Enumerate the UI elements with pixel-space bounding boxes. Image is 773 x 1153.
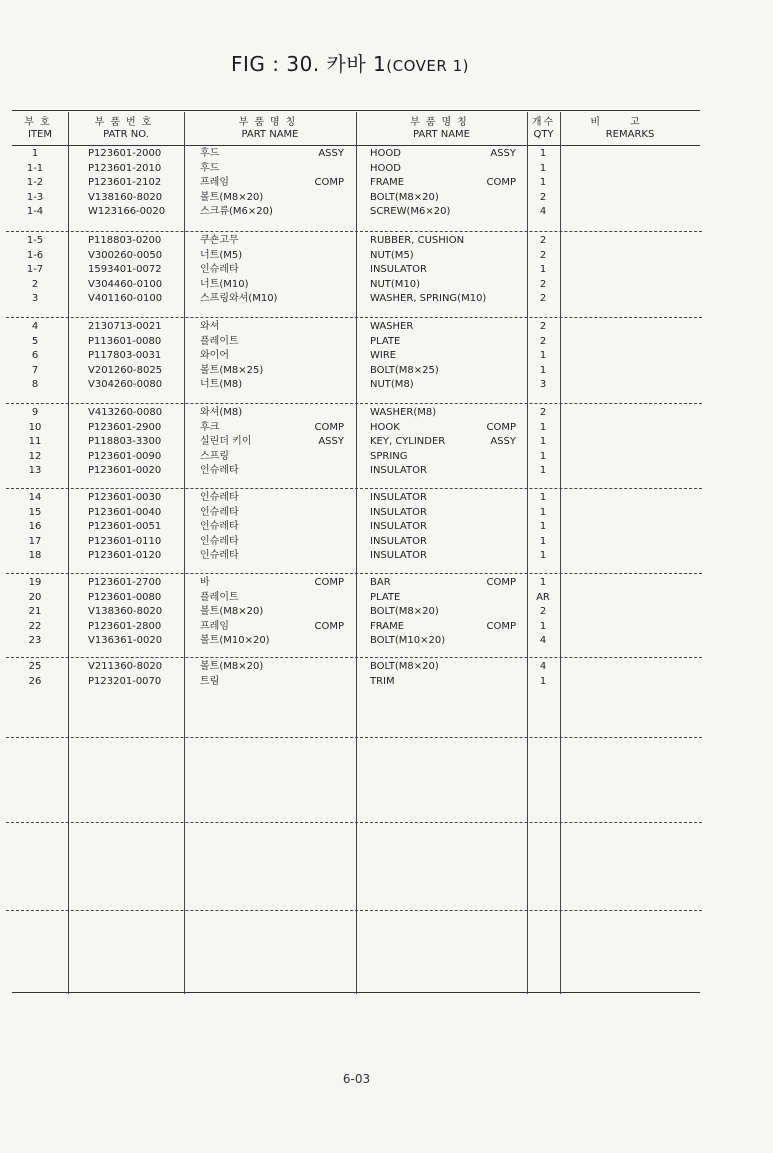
part-number: P123601-2010	[88, 162, 162, 174]
item-number: 17	[28, 535, 42, 547]
item-number: 23	[28, 635, 42, 647]
item-number: 1-1	[26, 162, 44, 174]
part-name-en: WASHER, SPRING(M10)	[370, 293, 487, 305]
quantity: 1	[539, 264, 547, 276]
part-name-kr: 와셔(M8)	[200, 407, 243, 418]
part-name-kr: 스크류(M6×20)	[200, 206, 273, 218]
part-name-kr: 너트(M8)	[200, 379, 243, 391]
part-name-en: INSULATOR	[370, 550, 427, 562]
part-tag-en: ASSY	[490, 436, 516, 448]
part-tag-kr: COMP	[314, 421, 344, 433]
item-number: 25	[28, 661, 42, 672]
part-name-kr: 인슈레타	[200, 506, 239, 518]
header-name-kr	[184, 117, 356, 141]
part-number: V138360-8020	[88, 606, 163, 618]
part-name-kr: 볼트(M10×20)	[200, 635, 270, 647]
header-qty-kr: 개수	[531, 117, 556, 128]
part-name-en: RUBBER, CUSHION	[370, 235, 465, 246]
item-number: 1	[31, 148, 39, 159]
page-number: 6-03	[342, 1072, 371, 1086]
quantity: 1	[539, 620, 547, 632]
item-number: 12	[28, 450, 42, 462]
part-name-kr: 실린더 키이	[200, 436, 252, 448]
part-tag-en: COMP	[486, 577, 516, 588]
item-number: 19	[28, 577, 42, 588]
part-name-kr: 인슈레타	[200, 550, 239, 562]
part-name-kr: 볼트(M8×25)	[200, 364, 264, 376]
quantity: 2	[539, 249, 547, 261]
group-separator	[6, 488, 702, 489]
part-name-kr: 와이어	[200, 350, 229, 362]
part-number: P113601-0080	[88, 335, 162, 347]
item-number: 1-3	[26, 191, 44, 203]
part-name-en: BOLT(M8×20)	[370, 661, 439, 672]
part-name-en: HOOD	[370, 162, 401, 174]
part-number: P123601-0051	[88, 521, 162, 533]
part-name-en: KEY, CYLINDER	[370, 436, 446, 448]
part-number: P123601-2900	[88, 421, 162, 433]
part-tag-en: COMP	[486, 620, 516, 632]
part-name-kr: 후드	[200, 148, 220, 159]
group-separator	[6, 403, 702, 404]
column-divider	[184, 112, 185, 994]
column-divider	[68, 112, 69, 994]
part-name-kr: 스프링	[200, 450, 229, 462]
quantity: 1	[539, 162, 547, 174]
part-name-kr: 인슈레타	[200, 465, 239, 477]
part-number: V138160-8020	[88, 191, 163, 203]
item-number: 22	[28, 620, 42, 632]
part-tag-kr: COMP	[314, 577, 344, 588]
part-number: P123601-2800	[88, 620, 162, 632]
header-name-kr-en: PART NAME	[241, 129, 299, 140]
part-name-kr: 인슈레타	[200, 535, 239, 547]
part-number: 1593401-0072	[88, 264, 162, 276]
item-number: 1-7	[26, 264, 44, 276]
part-number: P118803-0200	[88, 235, 162, 246]
item-number: 13	[28, 465, 42, 477]
quantity: 1	[539, 350, 547, 362]
item-number: 16	[28, 521, 42, 533]
part-number: P123601-0030	[88, 492, 162, 503]
part-name-kr: 플레이트	[200, 591, 239, 603]
part-name-en: PLATE	[370, 335, 401, 347]
part-name-en: HOOD	[370, 148, 401, 159]
header-name-en	[356, 117, 527, 141]
part-number: V413260-0080	[88, 407, 163, 418]
page-title	[0, 48, 700, 77]
part-tag-en: ASSY	[490, 148, 516, 159]
quantity: 1	[539, 535, 547, 547]
part-number: P117803-0031	[88, 350, 162, 362]
group-separator	[6, 822, 702, 823]
part-name-kr: 인슈레타	[200, 521, 239, 533]
group-separator	[6, 317, 702, 318]
quantity: 1	[539, 148, 547, 159]
quantity: 1	[539, 521, 547, 533]
part-number: P123201-0070	[88, 675, 162, 687]
part-number: P123601-2000	[88, 148, 162, 159]
part-name-en: INSULATOR	[370, 264, 427, 276]
part-name-en: FRAME	[370, 177, 405, 189]
column-divider	[356, 112, 357, 994]
part-name-en: SCREW(M6×20)	[370, 206, 451, 218]
part-name-kr: 인슈레타	[200, 264, 239, 276]
part-number: P123601-0090	[88, 450, 162, 462]
part-number: P123601-0110	[88, 535, 162, 547]
item-number: 8	[31, 379, 39, 391]
part-name-en: INSULATOR	[370, 492, 427, 503]
part-name-en: INSULATOR	[370, 535, 427, 547]
header-name-en-en: PART NAME	[412, 129, 470, 140]
part-name-en: SPRING	[370, 450, 408, 462]
quantity: 2	[539, 321, 547, 332]
part-tag-kr: COMP	[314, 620, 344, 632]
column-divider	[527, 112, 528, 994]
part-name-kr: 플레이트	[200, 335, 239, 347]
part-name-en: BOLT(M8×20)	[370, 606, 439, 618]
group-separator	[6, 737, 702, 738]
part-name-kr: 바	[200, 577, 210, 588]
part-number: V211360-8020	[88, 661, 163, 672]
item-number: 15	[28, 506, 42, 518]
quantity: 2	[539, 335, 547, 347]
header-item-en: ITEM	[27, 129, 52, 140]
title-main: FIG : 30. 카바 1	[231, 52, 387, 76]
title-sub: (COVER 1)	[386, 57, 469, 75]
quantity: 4	[539, 635, 547, 647]
item-number: 7	[31, 364, 39, 376]
quantity: 1	[539, 492, 547, 503]
header-item-kr: 부호	[24, 117, 56, 128]
item-number: 11	[28, 436, 42, 448]
header-partno-en: PATR NO.	[103, 129, 149, 140]
part-name-kr: 프레임	[200, 620, 229, 632]
part-number: 2130713-0021	[88, 321, 162, 332]
part-name-en: BOLT(M8×25)	[370, 364, 439, 376]
part-name-kr: 프레임	[200, 177, 229, 189]
item-number: 3	[31, 293, 39, 305]
part-name-kr: 볼트(M8×20)	[200, 606, 264, 618]
part-name-en: BOLT(M8×20)	[370, 191, 439, 203]
part-name-en: INSULATOR	[370, 465, 427, 477]
item-number: 26	[28, 675, 42, 687]
item-number: 1-5	[26, 235, 44, 246]
part-name-en: BAR	[370, 577, 391, 588]
part-name-kr: 와셔	[200, 321, 220, 332]
part-name-en: HOOK	[370, 421, 400, 433]
part-tag-kr: ASSY	[318, 436, 344, 448]
quantity: 2	[539, 191, 547, 203]
item-number: 5	[31, 335, 39, 347]
part-tag-en: COMP	[486, 177, 516, 189]
quantity: 1	[539, 465, 547, 477]
part-number: P123601-0080	[88, 591, 162, 603]
part-number: W123166-0020	[88, 206, 166, 218]
quantity: 1	[539, 177, 547, 189]
part-name-kr: 볼트(M8×20)	[200, 661, 264, 672]
item-number: 1-4	[26, 206, 44, 218]
quantity: 1	[539, 506, 547, 518]
part-tag-kr: COMP	[314, 177, 344, 189]
part-name-en: TRIM	[370, 675, 395, 687]
header-partno	[68, 117, 184, 141]
item-number: 1-6	[26, 249, 44, 261]
part-name-en: NUT(M5)	[370, 249, 414, 261]
part-name-kr: 인슈레타	[200, 492, 239, 503]
quantity: 4	[539, 206, 547, 218]
item-number: 20	[28, 591, 42, 603]
header-name-kr-kr: 부품명칭	[238, 117, 302, 128]
column-divider	[560, 112, 561, 994]
part-name-en: BOLT(M10×20)	[370, 635, 446, 647]
group-separator	[6, 910, 702, 911]
part-name-kr: 스프링와셔(M10)	[200, 293, 278, 305]
header-qty-en: QTY	[533, 129, 554, 140]
header-remarks-en: REMARKS	[605, 129, 655, 140]
part-name-kr: 볼트(M8×20)	[200, 191, 264, 203]
item-number: 10	[28, 421, 42, 433]
item-number: 6	[31, 350, 39, 362]
table-top-rule	[12, 110, 700, 111]
item-number: 18	[28, 550, 42, 562]
quantity: 1	[539, 550, 547, 562]
part-number: P123601-0040	[88, 506, 162, 518]
part-name-en: WASHER	[370, 321, 414, 332]
quantity: 1	[539, 421, 547, 433]
part-number: V401160-0100	[88, 293, 163, 305]
quantity: 1	[539, 450, 547, 462]
part-name-kr: 트림	[200, 675, 220, 687]
quantity: 2	[539, 278, 547, 290]
item-number: 14	[28, 492, 42, 503]
parts-table	[12, 110, 700, 994]
item-number: 21	[28, 606, 42, 618]
part-name-en: WASHER(M8)	[370, 407, 437, 418]
header-item	[12, 117, 68, 141]
part-number: V136361-0020	[88, 635, 163, 647]
part-number: P123601-0020	[88, 465, 162, 477]
part-name-kr: 후크	[200, 421, 220, 433]
part-number: P118803-3300	[88, 436, 162, 448]
quantity: AR	[536, 591, 550, 603]
item-number: 9	[31, 407, 39, 418]
quantity: 2	[539, 407, 547, 418]
quantity: 1	[539, 675, 547, 687]
quantity: 2	[539, 606, 547, 618]
item-number: 4	[31, 321, 39, 332]
item-number: 1-2	[26, 177, 44, 189]
part-name-kr: 너트(M5)	[200, 249, 243, 261]
part-number: V304260-0080	[88, 379, 163, 391]
quantity: 3	[539, 379, 547, 391]
quantity: 2	[539, 293, 547, 305]
item-number: 2	[31, 278, 39, 290]
header-remarks	[560, 117, 700, 141]
part-name-en: NUT(M8)	[370, 379, 414, 391]
part-number: V201260-8025	[88, 364, 163, 376]
part-number: P123601-2102	[88, 177, 162, 189]
part-name-kr: 쿠숀고무	[200, 235, 239, 246]
group-separator	[6, 573, 702, 574]
part-number: V300260-0050	[88, 249, 163, 261]
part-number: P123601-2700	[88, 577, 162, 588]
header-qty	[527, 117, 560, 141]
part-name-kr: 후드	[200, 162, 220, 174]
group-separator	[6, 657, 702, 658]
part-name-en: WIRE	[370, 350, 397, 362]
quantity: 2	[539, 235, 547, 246]
header-partno-kr: 부품번호	[94, 117, 158, 128]
part-name-kr: 너트(M10)	[200, 278, 249, 290]
part-name-en: FRAME	[370, 620, 405, 632]
header-remarks-kr: 비고	[590, 117, 670, 128]
quantity: 4	[539, 661, 547, 672]
part-name-en: PLATE	[370, 591, 401, 603]
part-tag-en: COMP	[486, 421, 516, 433]
group-separator	[6, 231, 702, 232]
part-name-en: INSULATOR	[370, 506, 427, 518]
part-tag-kr: ASSY	[318, 148, 344, 159]
part-name-en: INSULATOR	[370, 521, 427, 533]
quantity: 1	[539, 436, 547, 448]
quantity: 1	[539, 364, 547, 376]
quantity: 1	[539, 577, 547, 588]
header-name-en-kr: 부품명칭	[410, 117, 473, 128]
part-number: V304460-0100	[88, 278, 163, 290]
part-name-en: NUT(M10)	[370, 278, 421, 290]
part-number: P123601-0120	[88, 550, 162, 562]
